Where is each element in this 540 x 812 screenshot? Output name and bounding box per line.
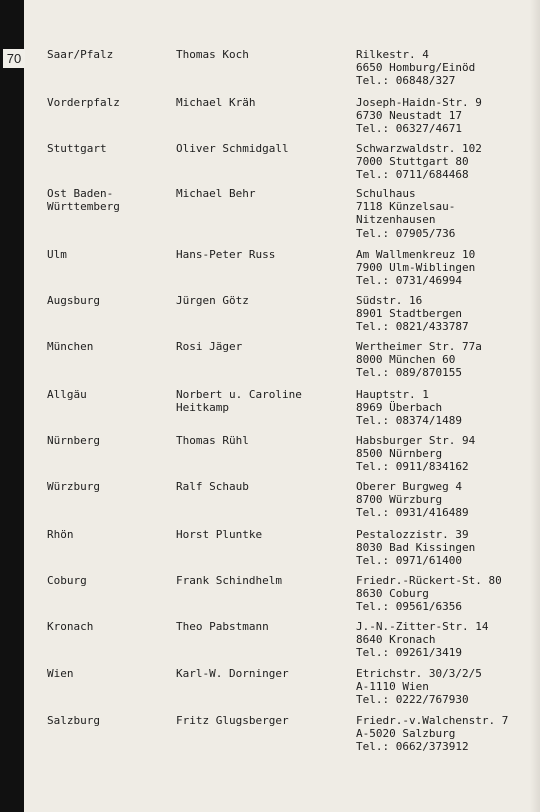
contact-address: Oberer Burgweg 4 8700 Würzburg Tel.: 0931/416489 [356, 480, 469, 520]
region-name: Würzburg [47, 480, 100, 493]
contact-person: Horst Pluntke [176, 528, 263, 541]
contact-address: Friedr.-Rückert-St. 80 8630 Coburg Tel.: 09561/6356 [356, 574, 502, 614]
region-name: München [47, 340, 94, 353]
contact-person: Thomas Koch [176, 48, 249, 61]
contact-person: Rosi Jäger [176, 340, 243, 353]
list-item [0, 294, 540, 340]
list-item [0, 388, 540, 434]
list-item [0, 187, 540, 240]
contact-person: Thomas Rühl [176, 434, 249, 447]
region-name: Kronach [47, 620, 94, 633]
contact-address: Pestalozzistr. 39 8030 Bad Kissingen Tel.: 0971/61400 [356, 528, 476, 568]
region-name: Stuttgart [47, 142, 107, 155]
list-item [0, 248, 540, 294]
contact-address: Joseph-Haidn-Str. 9 6730 Neustadt 17 Tel.: 06327/4671 [356, 96, 482, 136]
contact-address: Schwarzwaldstr. 102 7000 Stuttgart 80 Tel.: 0711/684468 [356, 142, 482, 182]
region-name: Coburg [47, 574, 87, 587]
list-item [0, 480, 540, 526]
contact-person: Karl-W. Dorninger [176, 667, 289, 680]
contact-person: Ralf Schaub [176, 480, 249, 493]
list-item [0, 620, 540, 666]
list-item [0, 574, 540, 620]
region-name: Ost Baden- Württemberg [47, 187, 120, 214]
contact-person: Hans-Peter Russ [176, 248, 276, 261]
list-item [0, 667, 540, 713]
region-name: Salzburg [47, 714, 100, 727]
contact-address: J.-N.-Zitter-Str. 14 8640 Kronach Tel.: 09261/3419 [356, 620, 489, 660]
contact-address: Hauptstr. 1 8969 Überbach Tel.: 08374/1489 [356, 388, 462, 428]
region-name: Rhön [47, 528, 74, 541]
list-item [0, 340, 540, 386]
list-item [0, 528, 540, 574]
contact-address: Habsburger Str. 94 8500 Nürnberg Tel.: 0911/834162 [356, 434, 476, 474]
list-item [0, 434, 540, 480]
contact-address: Südstr. 16 8901 Stadtbergen Tel.: 0821/433787 [356, 294, 469, 334]
contact-address: Rilkestr. 4 6650 Homburg/Einöd Tel.: 06848/327 [356, 48, 476, 88]
contact-address: Wertheimer Str. 77a 8000 München 60 Tel.: 089/870155 [356, 340, 482, 380]
list-item [0, 142, 540, 188]
region-name: Ulm [47, 248, 67, 261]
contact-address: Friedr.-v.Walchenstr. 7 A-5020 Salzburg Tel.: 0662/373912 [356, 714, 509, 754]
list-item [0, 48, 540, 94]
contact-person: Oliver Schmidgall [176, 142, 289, 155]
list-item [0, 714, 540, 760]
contact-address: Etrichstr. 30/3/2/5 A-1110 Wien Tel.: 0222/767930 [356, 667, 482, 707]
contact-person: Michael Kräh [176, 96, 256, 109]
page-number: 70 [3, 49, 25, 68]
region-name: Vorderpfalz [47, 96, 120, 109]
list-item [0, 96, 540, 142]
contact-person: Fritz Glugsberger [176, 714, 289, 727]
contact-person: Theo Pabstmann [176, 620, 269, 633]
contact-person: Norbert u. Caroline Heitkamp [176, 388, 302, 415]
contact-person: Frank Schindhelm [176, 574, 282, 587]
region-name: Saar/Pfalz [47, 48, 114, 61]
region-name: Wien [47, 667, 74, 680]
contact-address: Am Wallmenkreuz 10 7900 Ulm-Wiblingen Tel.: 0731/46994 [356, 248, 476, 288]
region-name: Allgäu [47, 388, 87, 401]
region-name: Augsburg [47, 294, 100, 307]
contact-address: Schulhaus 7118 Künzelsau- Nitzenhausen Tel.: 07905/736 [356, 187, 456, 240]
contact-person: Jürgen Götz [176, 294, 249, 307]
contact-person: Michael Behr [176, 187, 256, 200]
region-name: Nürnberg [47, 434, 100, 447]
